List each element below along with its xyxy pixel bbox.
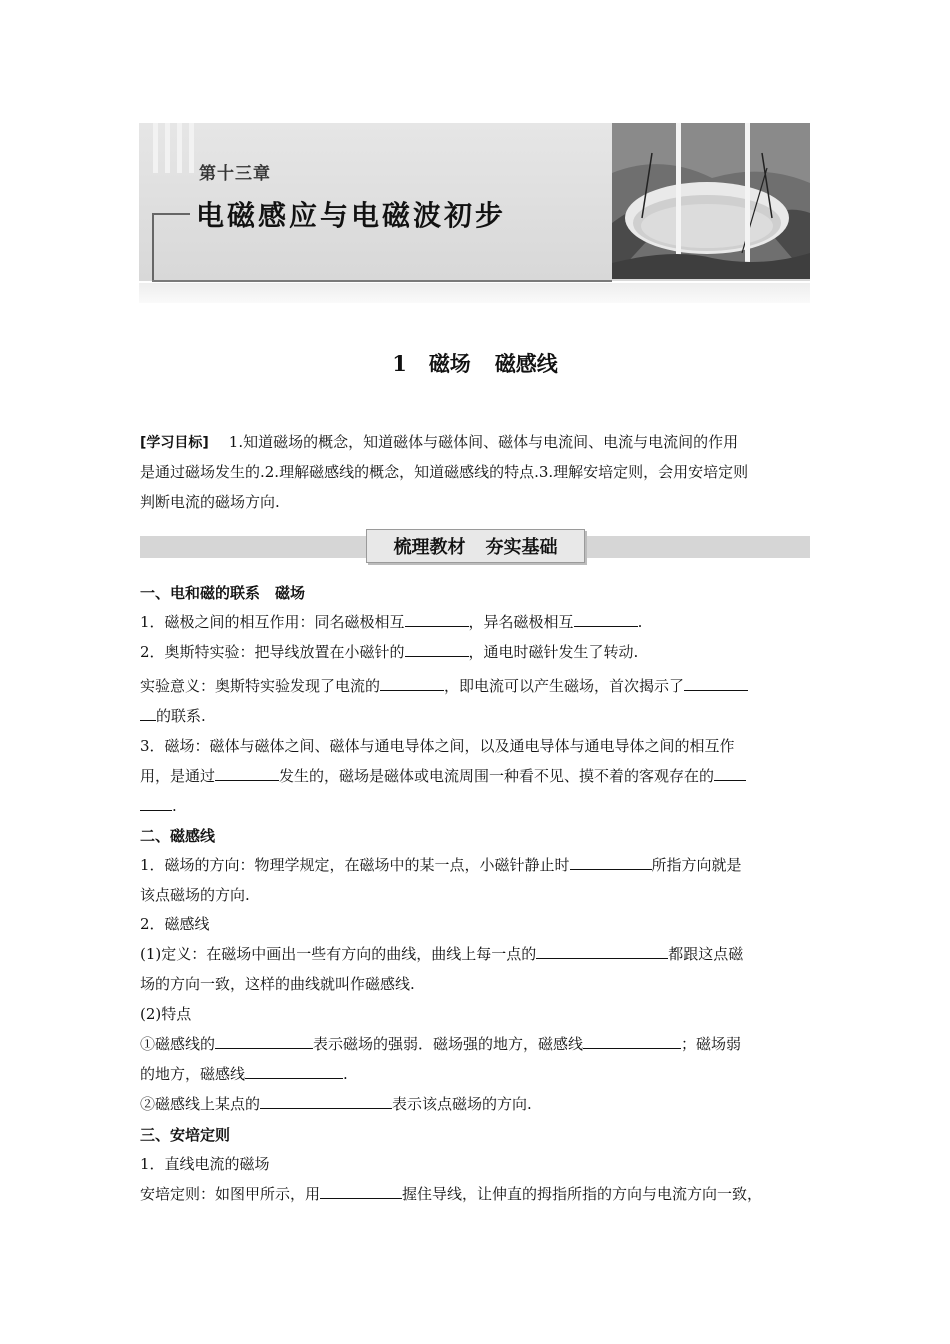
- text-line: 安培定则：如图甲所示，用 握住导线，让伸直的拇指所指的方向与电流方向一致，: [140, 1185, 763, 1203]
- lesson-number: 1: [392, 351, 407, 376]
- fill-blank: [215, 1033, 313, 1049]
- objective-label: [学习目标]: [140, 435, 209, 451]
- fill-blank: [714, 765, 746, 781]
- fill-blank: [684, 675, 748, 691]
- fill-blank: [583, 1033, 681, 1049]
- text-line: .: [140, 795, 177, 815]
- text-line: 的地方，磁感线 .: [140, 1065, 348, 1083]
- lesson-title-part: 磁感线: [494, 351, 558, 376]
- fill-blank: [380, 675, 444, 691]
- text-line: 1．磁场的方向：物理学规定，在磁场中的某一点，小磁针静止时 所指方向就是: [140, 856, 742, 874]
- lesson-title-part: 磁场: [428, 351, 471, 376]
- banner-stripes: [153, 123, 203, 173]
- section-band-title: [366, 533, 585, 559]
- text-line: 2．磁感线: [140, 915, 210, 933]
- section-heading: 一、电和磁的联系 磁场: [140, 584, 306, 602]
- fill-blank: [574, 611, 638, 627]
- fill-blank: [320, 1183, 402, 1199]
- banner-bracket: [152, 213, 154, 281]
- fill-blank: [215, 765, 279, 781]
- text-line: 该点磁场的方向.: [140, 886, 250, 904]
- fill-blank: [140, 705, 156, 721]
- objective-line: 判断电流的磁场方向.: [140, 493, 280, 511]
- lesson-title: [0, 348, 950, 378]
- chapter-title: 电磁感应与电磁波初步: [196, 199, 507, 232]
- fill-blank: [536, 943, 668, 959]
- fill-blank: [405, 641, 469, 657]
- fill-blank: [260, 1093, 392, 1109]
- text-line: (2)特点: [140, 1005, 192, 1023]
- text-line: ②磁感线上某点的 表示该点磁场的方向.: [140, 1095, 532, 1113]
- text-line: (1)定义：在磁场中画出一些有方向的曲线，曲线上每一点的 都跟这点磁: [140, 945, 744, 963]
- section-heading: 二、磁感线: [140, 827, 216, 845]
- telescope-photo: [612, 123, 810, 279]
- fill-blank: [405, 611, 469, 627]
- text-line: 1．直线电流的磁场: [140, 1155, 270, 1173]
- text-line: ①磁感线的 表示磁场的强弱．磁场强的地方，磁感线 ；磁场弱: [140, 1035, 742, 1053]
- fill-blank: [245, 1063, 343, 1079]
- banner-shadow: [139, 283, 810, 303]
- text-line: 用，是通过 发生的，磁场是磁体或电流周围一种看不见、摸不着的客观存在的: [140, 765, 746, 786]
- fill-blank: [140, 795, 172, 811]
- text-line: 3．磁场：磁体与磁体之间、磁体与通电导体之间，以及通电导体与通电导体之间的相互作: [140, 737, 735, 755]
- banner-bracket: [152, 213, 190, 215]
- text-line: 的联系.: [140, 705, 206, 726]
- band-title-right: 夯实基础: [485, 537, 558, 558]
- banner-bracket: [152, 280, 612, 282]
- text-line: 2．奥斯特实验：把导线放置在小磁针的 ，通电时磁针发生了转动.: [140, 643, 639, 661]
- text-line: 实验意义：奥斯特实验发现了电流的 ，即电流可以产生磁场，首次揭示了: [140, 675, 748, 696]
- section-heading: 三、安培定则: [140, 1126, 231, 1144]
- objective-text: 1.知道磁场的概念，知道磁体与磁体间、磁体与电流间、电流与电流间的作用: [228, 433, 739, 451]
- text-line: 1．磁极之间的相互作用：同名磁极相互 ，异名磁极相互 .: [140, 613, 643, 631]
- chapter-number: 第十三章: [199, 164, 271, 184]
- objective-line: [140, 431, 738, 452]
- fill-blank: [570, 854, 652, 870]
- objective-line: 是通过磁场发生的.2.理解磁感线的概念，知道磁感线的特点.3.理解安培定则，会用安培定则: [140, 463, 749, 481]
- band-title-left: 梳理教材: [393, 537, 466, 558]
- text-line: 场的方向一致，这样的曲线就叫作磁感线.: [140, 975, 415, 993]
